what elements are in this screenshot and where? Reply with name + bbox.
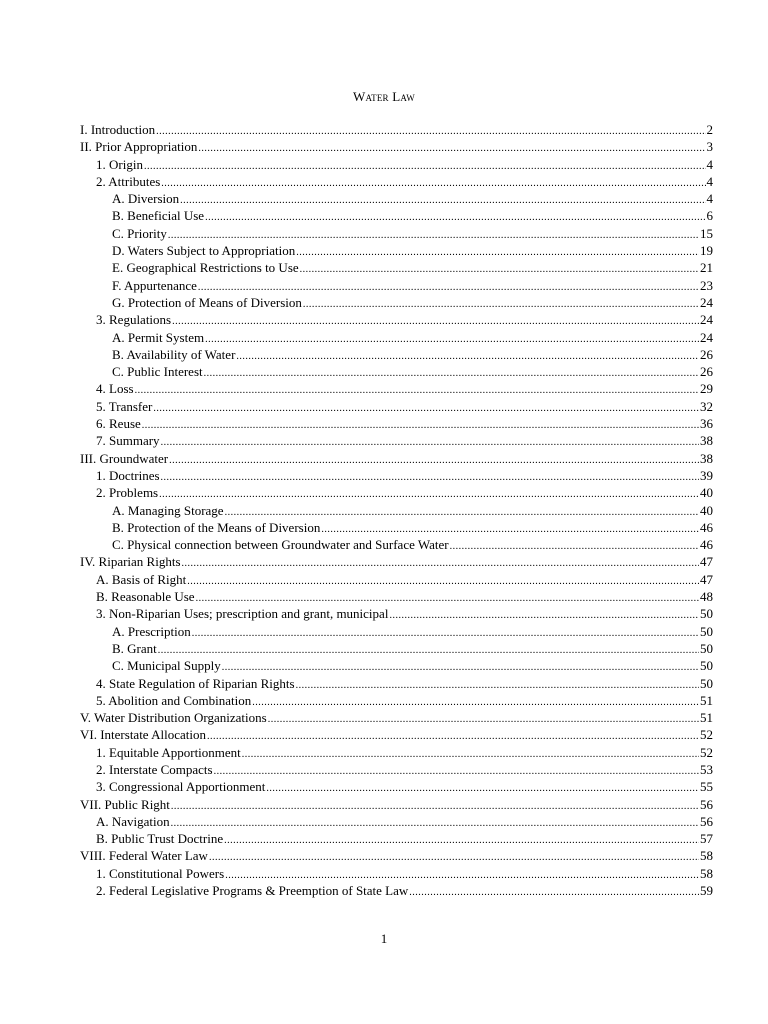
toc-entry[interactable] xyxy=(80,294,713,311)
toc-entry[interactable] xyxy=(80,553,713,570)
toc-entry-label: A. Diversion xyxy=(112,191,180,207)
toc-entry[interactable] xyxy=(80,156,713,173)
toc-entry-label: C. Priority xyxy=(112,225,167,241)
dot-leader xyxy=(182,555,699,572)
toc-entry-label: 1. Equitable Apportionment xyxy=(96,744,241,760)
toc-entry-page: 59 xyxy=(700,883,713,899)
dot-leader xyxy=(303,296,699,313)
dot-leader xyxy=(204,365,699,382)
toc-entry[interactable] xyxy=(80,415,713,432)
dot-leader xyxy=(209,849,699,866)
toc-entry-label: F. Appurtenance xyxy=(112,277,197,293)
toc-entry-label: C. Public Interest xyxy=(112,364,203,380)
toc-entry-page: 15 xyxy=(700,225,713,241)
toc-entry[interactable] xyxy=(80,709,713,726)
toc-entry-label: III. Groundwater xyxy=(80,450,169,466)
toc-entry-label: 3. Regulations xyxy=(96,312,172,328)
dot-leader xyxy=(156,123,705,140)
toc-entry[interactable] xyxy=(80,536,713,553)
toc-entry[interactable] xyxy=(80,242,713,259)
toc-entry-label: I. Introduction xyxy=(80,122,156,137)
toc-entry-page: 24 xyxy=(700,312,713,328)
toc-entry[interactable] xyxy=(80,502,713,519)
toc-entry-page: 55 xyxy=(700,779,713,795)
toc-entry-page: 58 xyxy=(700,865,713,881)
toc-entry-page: 19 xyxy=(700,243,713,259)
toc-entry-label: A. Managing Storage xyxy=(112,502,224,518)
dot-leader xyxy=(224,832,699,849)
toc-entry-label: E. Geographical Restrictions to Use xyxy=(112,260,299,276)
toc-entry[interactable] xyxy=(80,432,713,449)
toc-entry-label: 4. Loss xyxy=(96,381,134,397)
toc-entry-label: 5. Abolition and Combination xyxy=(96,692,252,708)
toc-entry-page: 57 xyxy=(700,831,713,847)
toc-entry-label: 5. Transfer xyxy=(96,398,153,414)
toc-entry-page: 26 xyxy=(700,346,713,362)
toc-entry-page: 2 xyxy=(706,122,713,137)
dot-leader xyxy=(300,261,699,278)
toc-entry-label: 2. Federal Legislative Programs & Preemption of State Law xyxy=(96,883,409,899)
dot-leader xyxy=(214,763,699,780)
toc-entry-page: 4 xyxy=(706,173,713,189)
toc-entry-page: 52 xyxy=(700,727,713,743)
toc-entry-page: 24 xyxy=(700,329,713,345)
toc-entry-page: 46 xyxy=(700,537,713,553)
toc-entry-label: A. Navigation xyxy=(96,813,170,829)
dot-leader xyxy=(450,538,699,555)
dot-leader xyxy=(198,140,705,157)
dot-leader xyxy=(296,677,699,694)
toc-entry-label: 3. Non-Riparian Uses; prescription and grant, municipal xyxy=(96,606,389,622)
toc-entry[interactable] xyxy=(80,450,713,467)
toc-entry-label: G. Protection of Means of Diversion xyxy=(112,294,302,310)
toc-entry[interactable] xyxy=(80,225,713,242)
toc-entry-label: VIII. Federal Water Law xyxy=(80,848,208,864)
toc-entry-label: C. Physical connection between Groundwater and Surface Water xyxy=(112,537,449,553)
toc-entry-label: 1. Doctrines xyxy=(96,467,160,483)
toc-entry-page: 24 xyxy=(700,294,713,310)
toc-entry[interactable] xyxy=(80,346,713,363)
toc-entry-page: 6 xyxy=(706,208,713,224)
dot-leader xyxy=(207,728,699,745)
toc-entry-page: 50 xyxy=(700,658,713,674)
toc-entry-page: 50 xyxy=(700,623,713,639)
toc-entry-page: 50 xyxy=(700,640,713,656)
toc-entry[interactable] xyxy=(80,329,713,346)
toc-entry-label: VI. Interstate Allocation xyxy=(80,727,206,743)
toc-entry-page: 50 xyxy=(700,675,713,691)
dot-leader xyxy=(187,573,699,590)
dot-leader xyxy=(172,313,699,330)
toc-entry[interactable] xyxy=(80,744,713,761)
dot-leader xyxy=(158,642,699,659)
toc-entry[interactable] xyxy=(80,657,713,674)
toc-entry-page: 58 xyxy=(700,848,713,864)
toc-entry[interactable] xyxy=(80,865,713,882)
toc-entry[interactable] xyxy=(80,398,713,415)
toc-entry-label: 2. Attributes xyxy=(96,173,161,189)
toc-entry[interactable] xyxy=(80,692,713,709)
toc-entry[interactable] xyxy=(80,277,713,294)
toc-entry-page: 4 xyxy=(706,191,713,207)
toc-entry-page: 51 xyxy=(700,710,713,726)
toc-entry-page: 53 xyxy=(700,761,713,777)
toc-entry[interactable] xyxy=(80,588,713,605)
toc-entry[interactable] xyxy=(80,796,713,813)
toc-entry-page: 38 xyxy=(700,433,713,449)
toc-entry-page: 47 xyxy=(700,571,713,587)
dot-leader xyxy=(268,711,699,728)
dot-leader xyxy=(409,884,699,901)
toc-entry[interactable] xyxy=(80,640,713,657)
toc-entry[interactable] xyxy=(80,190,713,207)
dot-leader xyxy=(242,746,699,763)
dot-leader xyxy=(266,780,699,797)
toc-entry-label: B. Protection of the Means of Diversion xyxy=(112,519,321,535)
toc-entry-label: 2. Problems xyxy=(96,485,159,501)
toc-entry-page: 21 xyxy=(700,260,713,276)
toc-entry[interactable] xyxy=(80,830,713,847)
toc-entry-label: 3. Congressional Apportionment xyxy=(96,779,266,795)
toc-entry-label: II. Prior Appropriation xyxy=(80,139,198,155)
toc-entry[interactable] xyxy=(80,173,713,190)
toc-entry-page: 56 xyxy=(700,813,713,829)
dot-leader xyxy=(205,209,705,226)
dot-leader xyxy=(180,192,705,209)
toc-entry-page: 48 xyxy=(700,589,713,605)
toc-entry[interactable] xyxy=(80,761,713,778)
toc-entry[interactable] xyxy=(80,467,713,484)
toc-entry[interactable] xyxy=(80,726,713,743)
toc-entry-label: A. Basis of Right xyxy=(96,571,187,587)
toc-entry-page: 40 xyxy=(700,502,713,518)
toc-entry-page: 52 xyxy=(700,744,713,760)
table-of-contents xyxy=(80,121,713,899)
toc-entry-label: 1. Origin xyxy=(96,156,143,172)
toc-entry[interactable] xyxy=(80,847,713,864)
dot-leader xyxy=(389,607,699,624)
dot-leader xyxy=(161,434,699,451)
toc-entry[interactable] xyxy=(80,519,713,536)
toc-entry-label: 6. Reuse xyxy=(96,416,141,432)
dot-leader xyxy=(161,469,699,486)
toc-entry-page: 3 xyxy=(706,139,713,155)
toc-entry[interactable] xyxy=(80,207,713,224)
toc-entry[interactable] xyxy=(80,259,713,276)
toc-entry[interactable] xyxy=(80,121,713,138)
toc-entry[interactable] xyxy=(80,882,713,899)
toc-entry[interactable] xyxy=(80,675,713,692)
toc-entry[interactable] xyxy=(80,380,713,397)
dot-leader xyxy=(153,400,699,417)
toc-entry-label: V. Water Distribution Organizations xyxy=(80,710,267,726)
dot-leader xyxy=(192,625,699,642)
toc-entry[interactable] xyxy=(80,363,713,380)
toc-entry[interactable] xyxy=(80,484,713,501)
toc-entry-page: 46 xyxy=(700,519,713,535)
dot-leader xyxy=(169,452,699,469)
dot-leader xyxy=(296,244,699,261)
toc-entry-page: 29 xyxy=(700,381,713,397)
toc-entry-page: 4 xyxy=(706,156,713,172)
toc-entry-page: 32 xyxy=(700,398,713,414)
dot-leader xyxy=(171,798,699,815)
page-number: 1 xyxy=(380,931,388,946)
dot-leader xyxy=(135,382,699,399)
toc-entry-label: IV. Riparian Rights xyxy=(80,554,181,570)
dot-leader xyxy=(144,158,706,175)
toc-entry-page: 26 xyxy=(700,364,713,380)
toc-entry-page: 51 xyxy=(700,692,713,708)
dot-leader xyxy=(236,348,699,365)
toc-entry[interactable] xyxy=(80,311,713,328)
toc-entry-label: C. Municipal Supply xyxy=(112,658,221,674)
toc-entry-label: A. Prescription xyxy=(112,623,191,639)
toc-entry-page: 56 xyxy=(700,796,713,812)
toc-entry[interactable] xyxy=(80,813,713,830)
toc-entry[interactable] xyxy=(80,138,713,155)
toc-entry-label: B. Reasonable Use xyxy=(96,589,195,605)
toc-entry[interactable] xyxy=(80,623,713,640)
toc-entry-page: 36 xyxy=(700,416,713,432)
toc-entry-label: B. Public Trust Doctrine xyxy=(96,831,224,847)
dot-leader xyxy=(205,331,699,348)
toc-entry-label: B. Beneficial Use xyxy=(112,208,205,224)
toc-entry[interactable] xyxy=(80,605,713,622)
toc-entry-label: 7. Summary xyxy=(96,433,160,449)
toc-entry-label: 1. Constitutional Powers xyxy=(96,865,225,881)
toc-entry-page: 23 xyxy=(700,277,713,293)
toc-entry-page: 47 xyxy=(700,554,713,570)
dot-leader xyxy=(159,486,699,503)
dot-leader xyxy=(171,815,699,832)
toc-entry-label: 4. State Regulation of Riparian Rights xyxy=(96,675,295,691)
dot-leader xyxy=(142,417,699,434)
toc-entry-label: D. Waters Subject to Appropriation xyxy=(112,243,296,259)
toc-entry-label: 2. Interstate Compacts xyxy=(96,761,213,777)
toc-entry[interactable] xyxy=(80,778,713,795)
dot-leader xyxy=(252,694,699,711)
toc-entry-label: B. Grant xyxy=(112,640,157,656)
toc-entry-page: 39 xyxy=(700,467,713,483)
toc-entry-page: 50 xyxy=(700,606,713,622)
toc-entry-label: VII. Public Right xyxy=(80,796,170,812)
toc-entry-page: 40 xyxy=(700,485,713,501)
toc-entry-label: B. Availability of Water xyxy=(112,346,236,362)
dot-leader xyxy=(161,175,705,192)
toc-entry-page: 38 xyxy=(700,450,713,466)
toc-entry-label: A. Permit System xyxy=(112,329,205,345)
document-title: Water Law xyxy=(352,89,416,104)
toc-entry[interactable] xyxy=(80,571,713,588)
